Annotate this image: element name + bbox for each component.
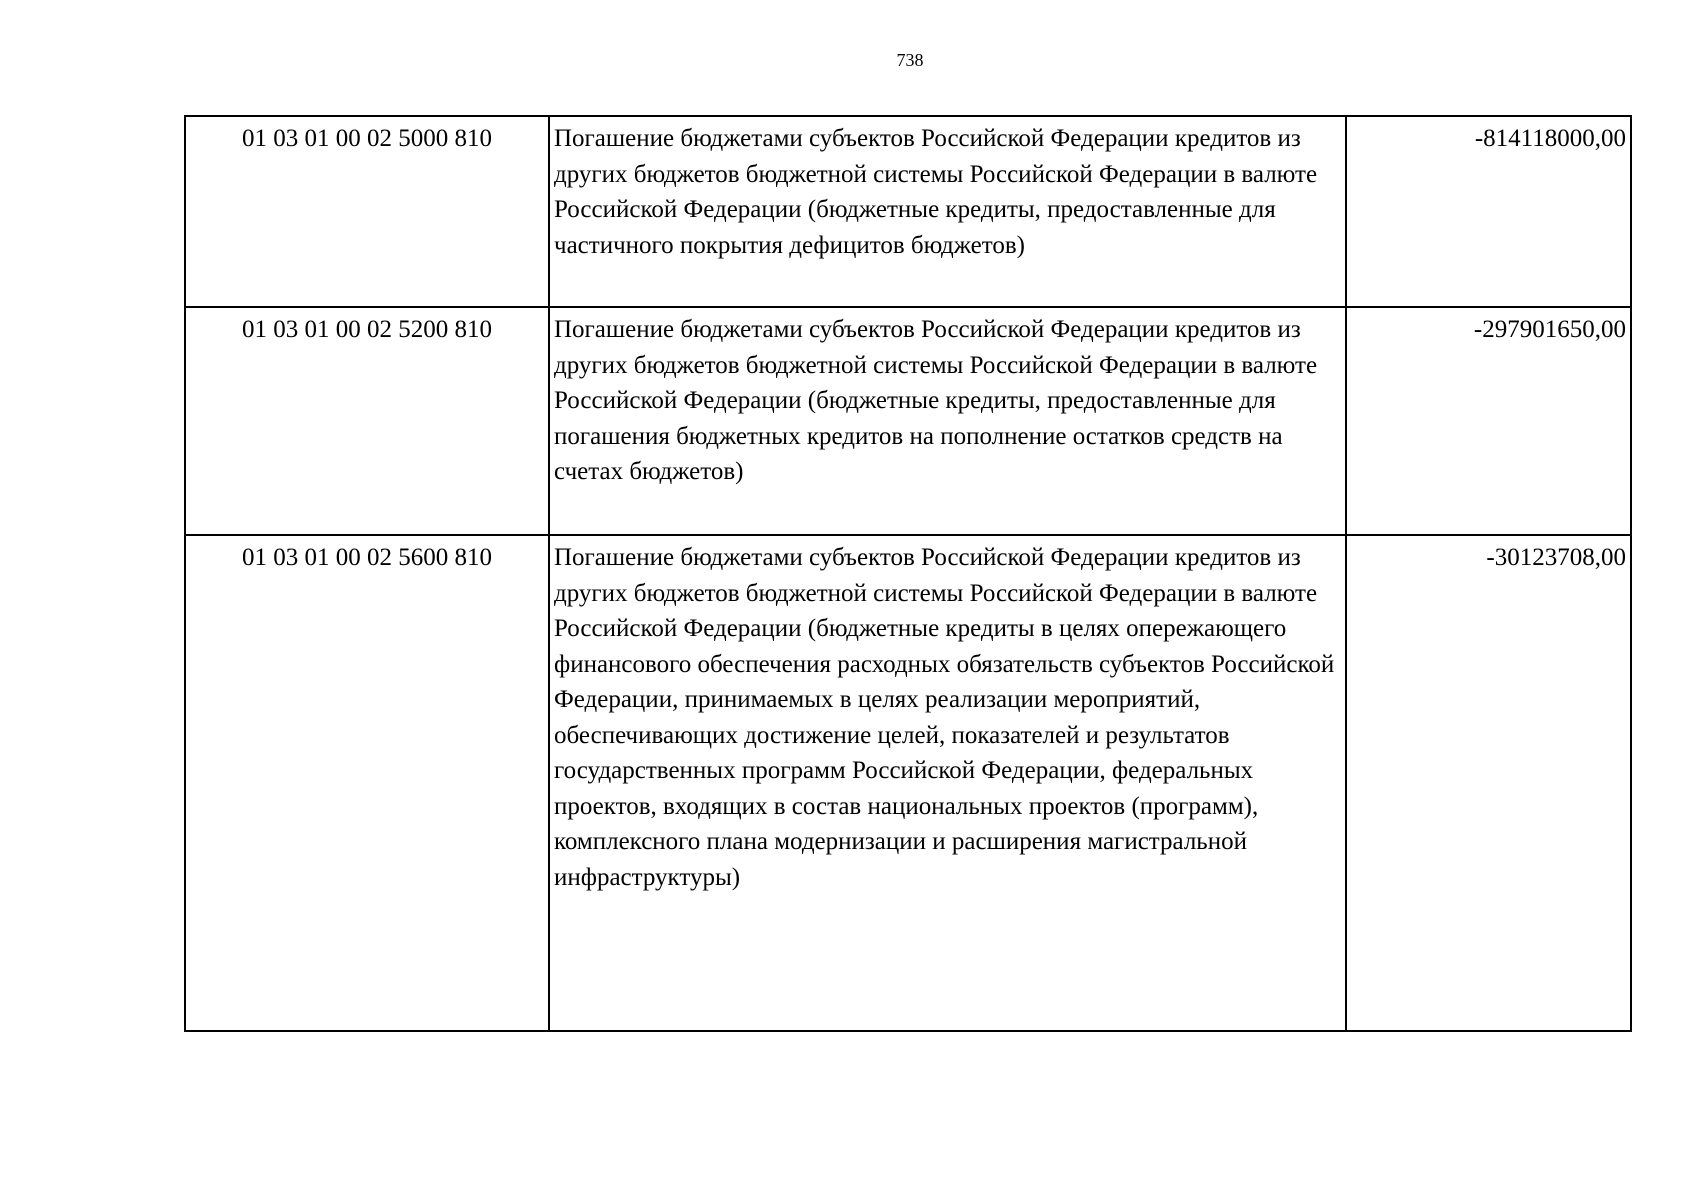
description-cell: Погашение бюджетами субъектов Российской Федерации кредитов из других бюджетов бюджетной системы Российской Федерации в валюте Российской Федерации (бюджетные кредиты, предоставленные для частичного покрытия дефицитов бюджетов) <box>549 116 1346 307</box>
description-cell: Погашение бюджетами субъектов Российской Федерации кредитов из других бюджетов бюджетной системы Российской Федерации в валюте Российской Федерации (бюджетные кредиты в целях опережающего финансового обеспечения расходных обязательств субъектов Российской Федерации, принимаемых в целях реализации мероприятий, обеспечивающих достижение целей, показателей и результатов государственных программ Российской Федерации, федеральных проектов, входящих в состав национальных проектов (программ), комплексного плана модернизации и расширения магистральной инфраструктуры) <box>549 535 1346 1031</box>
description-cell: Погашение бюджетами субъектов Российской Федерации кредитов из других бюджетов бюджетной системы Российской Федерации в валюте Российской Федерации (бюджетные кредиты, предоставленные для погашения бюджетных кредитов на пополнение остатков средств на счетах бюджетов) <box>549 307 1346 535</box>
page-number: 738 <box>896 50 924 70</box>
table-row <box>185 535 1631 1031</box>
budget-code-cell: 01 03 01 00 02 5000 810 <box>185 116 549 307</box>
budget-code-cell: 01 03 01 00 02 5200 810 <box>185 307 549 535</box>
table-row <box>185 116 1631 307</box>
budget-table <box>184 115 1632 1032</box>
amount-cell: -30123708,00 <box>1346 535 1631 1031</box>
budget-code-cell: 01 03 01 00 02 5600 810 <box>185 535 549 1031</box>
table-row <box>185 307 1631 535</box>
amount-cell: -814118000,00 <box>1346 116 1631 307</box>
amount-cell: -297901650,00 <box>1346 307 1631 535</box>
